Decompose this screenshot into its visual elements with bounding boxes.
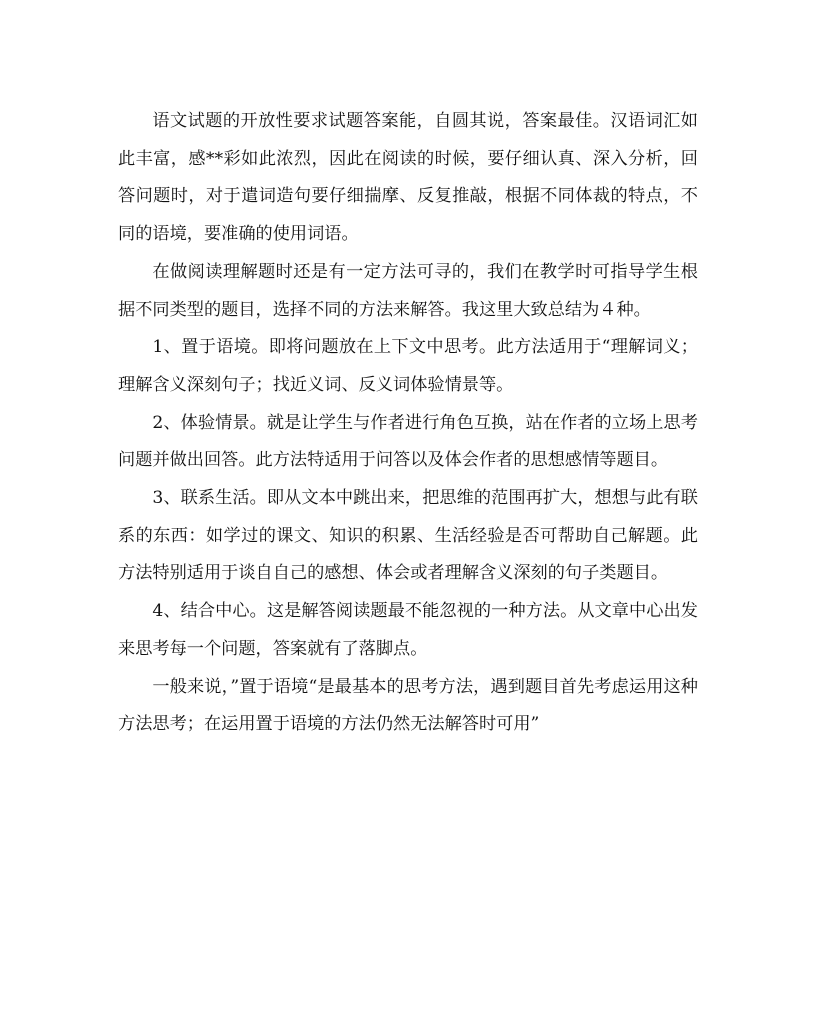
paragraph-method-3: 3、联系生活。即从文本中跳出来，把思维的范围再扩大，想想与此有联系的东西：如学过的课文、知识的积累、生活经验是否可帮助自己解题。此方法特别适用于谈自自己的感想、体会或者理解含义深刻的句子类题目。 [118, 488, 698, 584]
document-body [118, 103, 698, 744]
paragraph-conclusion: 一般来说，”置于语境“是最基本的思考方法，遇到题目首先考虑运用这种方法思考；在运用置于语境的方法仍然无法解答时可用” [118, 676, 698, 735]
paragraph-intro: 语文试题的开放性要求试题答案能，自圆其说，答案最佳。汉语词汇如此丰富，感**彩如此浓烈，因此在阅读的时候，要仔细认真、深入分析，回答问题时，对于遣词造句要仔细揣摩、反复推敲，根据不同体裁的特点，不同的语境，要准确的使用词语。 [118, 111, 698, 245]
paragraph-method-overview: 在做阅读理解题时还是有一定方法可寻的，我们在教学时可指导学生根据不同类型的题目，选择不同的方法来解答。我这里大致总结为４种。 [118, 261, 698, 320]
paragraph-method-4: 4、结合中心。这是解答阅读题最不能忽视的一种方法。从文章中心出发来思考每一个问题，答案就有了落脚点。 [118, 601, 698, 659]
paragraph-method-1: 1、置于语境。即将问题放在上下文中思考。此方法适用于“理解词义；理解含义深刻句子；找近义词、反义词体验情景等。 [118, 337, 698, 395]
paragraph-method-2: 2、体验情景。就是让学生与作者进行角色互换，站在作者的立场上思考问题并做出回答。此方法特适用于问答以及体会作者的思想感情等题目。 [118, 412, 698, 471]
